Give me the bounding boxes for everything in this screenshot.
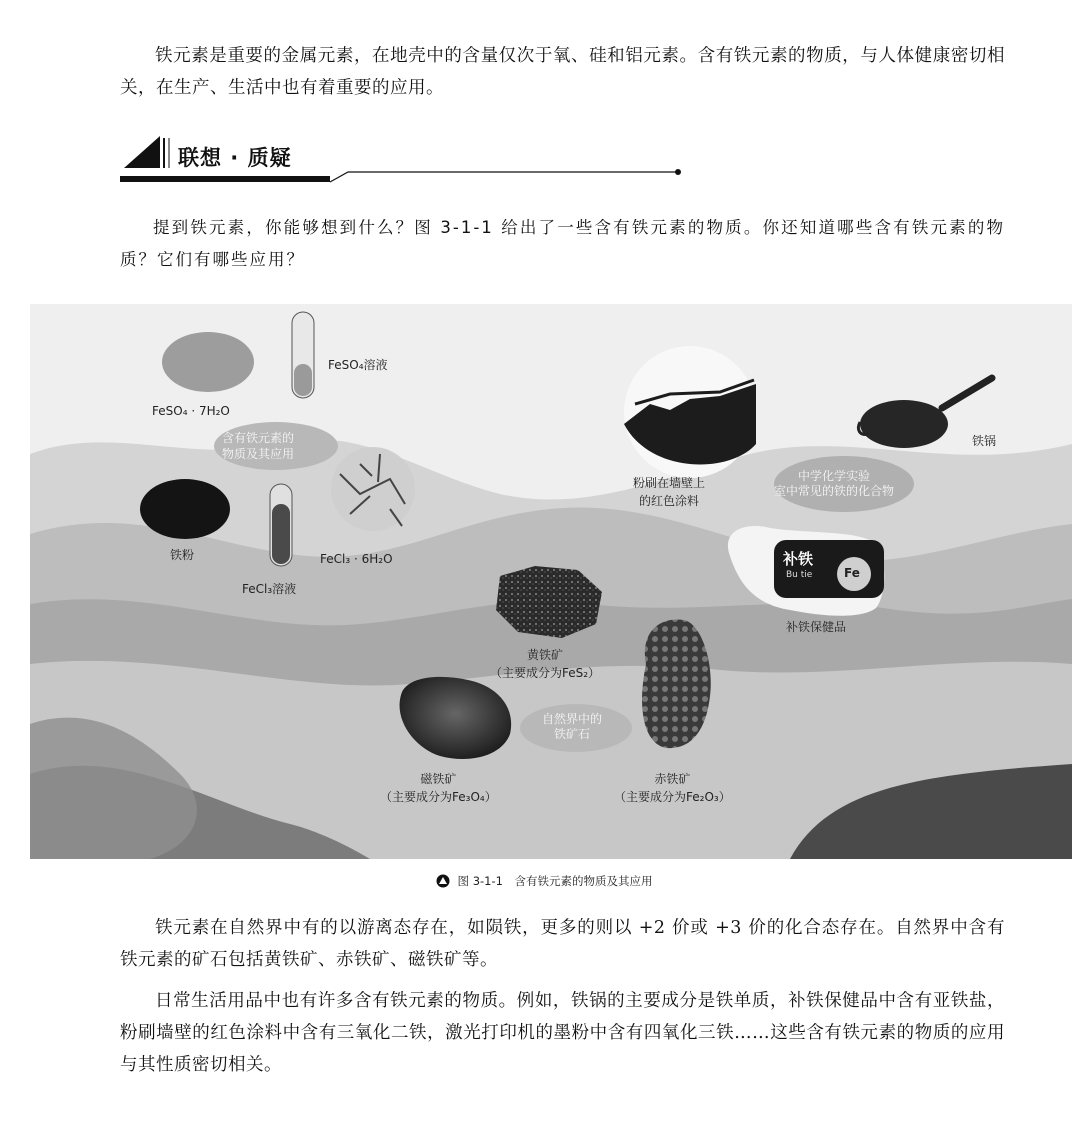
label-supplement: 补铁保健品 [786,620,847,634]
section-title: 联想 · 质疑 [178,146,292,170]
iron-substances-figure [30,304,1072,859]
ghost-bubble-1: 含有铁元素的 物质及其应用 [222,431,295,461]
label-red-paint: 粉刷在墙壁上 的红色涂料 [633,476,706,508]
label-pyrite: 黄铁矿 （主要成分为FeS₂） [490,648,601,680]
supplement-box-subtitle: Bu tie [786,570,813,580]
figure-caption [0,873,1088,889]
ghost-bubble-2: 中学化学实验 室中常见的铁的化合物 [774,469,895,498]
fact-paragraph-1: 铁元素在自然界中有的以游离态存在，如陨铁，更多的则以 +2 价或 +3 价的化合态存在。自然界中含有铁元素的矿石包括黄铁矿、赤铁矿、磁铁矿等。 [120,918,1005,970]
label-feso4-crystal: FeSO₄ · 7H₂O [152,404,230,418]
supplement-box-title: 补铁 [783,550,814,568]
question-paragraph: 提到铁元素，你能够想到什么？图 3-1-1 给出了一些含有铁元素的物质。你还知道哪些含有铁元素的物质？它们有哪些应用？ [120,218,1005,269]
label-magnetite: 磁铁矿 （主要成分为Fe₃O₄） [380,772,497,804]
ghost-bubble-3: 自然界中的 铁矿石 [542,712,603,741]
label-hematite: 赤铁矿 （主要成分为Fe₂O₃） [614,772,731,804]
supplement-box-logo: Fe [844,566,860,580]
label-iron-powder: 铁粉 [170,548,195,562]
section-heading [120,136,690,192]
label-wok: 铁锅 [972,434,997,448]
caption-text: 图 3-1-1 含有铁元素的物质及其应用 [457,874,653,888]
label-fecl3-solution: FeCl₃溶液 [242,582,297,596]
intro-paragraph: 铁元素是重要的金属元素，在地壳中的含量仅次于氧、硅和铝元素。含有铁元素的物质，与人体健康密切相关，在生产、生活中也有着重要的应用。 [120,46,1005,98]
label-feso4-solution: FeSO₄溶液 [328,358,388,372]
caption-triangle-icon [436,874,450,888]
label-fecl3-crystal: FeCl₃ · 6H₂O [320,552,393,566]
fact-paragraph-2: 日常生活用品中也有许多含有铁元素的物质。例如，铁锅的主要成分是铁单质，补铁保健品中含有亚铁盐，粉刷墙壁的红色涂料中含有三氧化二铁，激光打印机的墨粉中含有四氧化三铁……这些含有铁元素的物质的应用与其性质密切相关。 [120,991,1005,1075]
figure-illustration [30,304,1072,859]
